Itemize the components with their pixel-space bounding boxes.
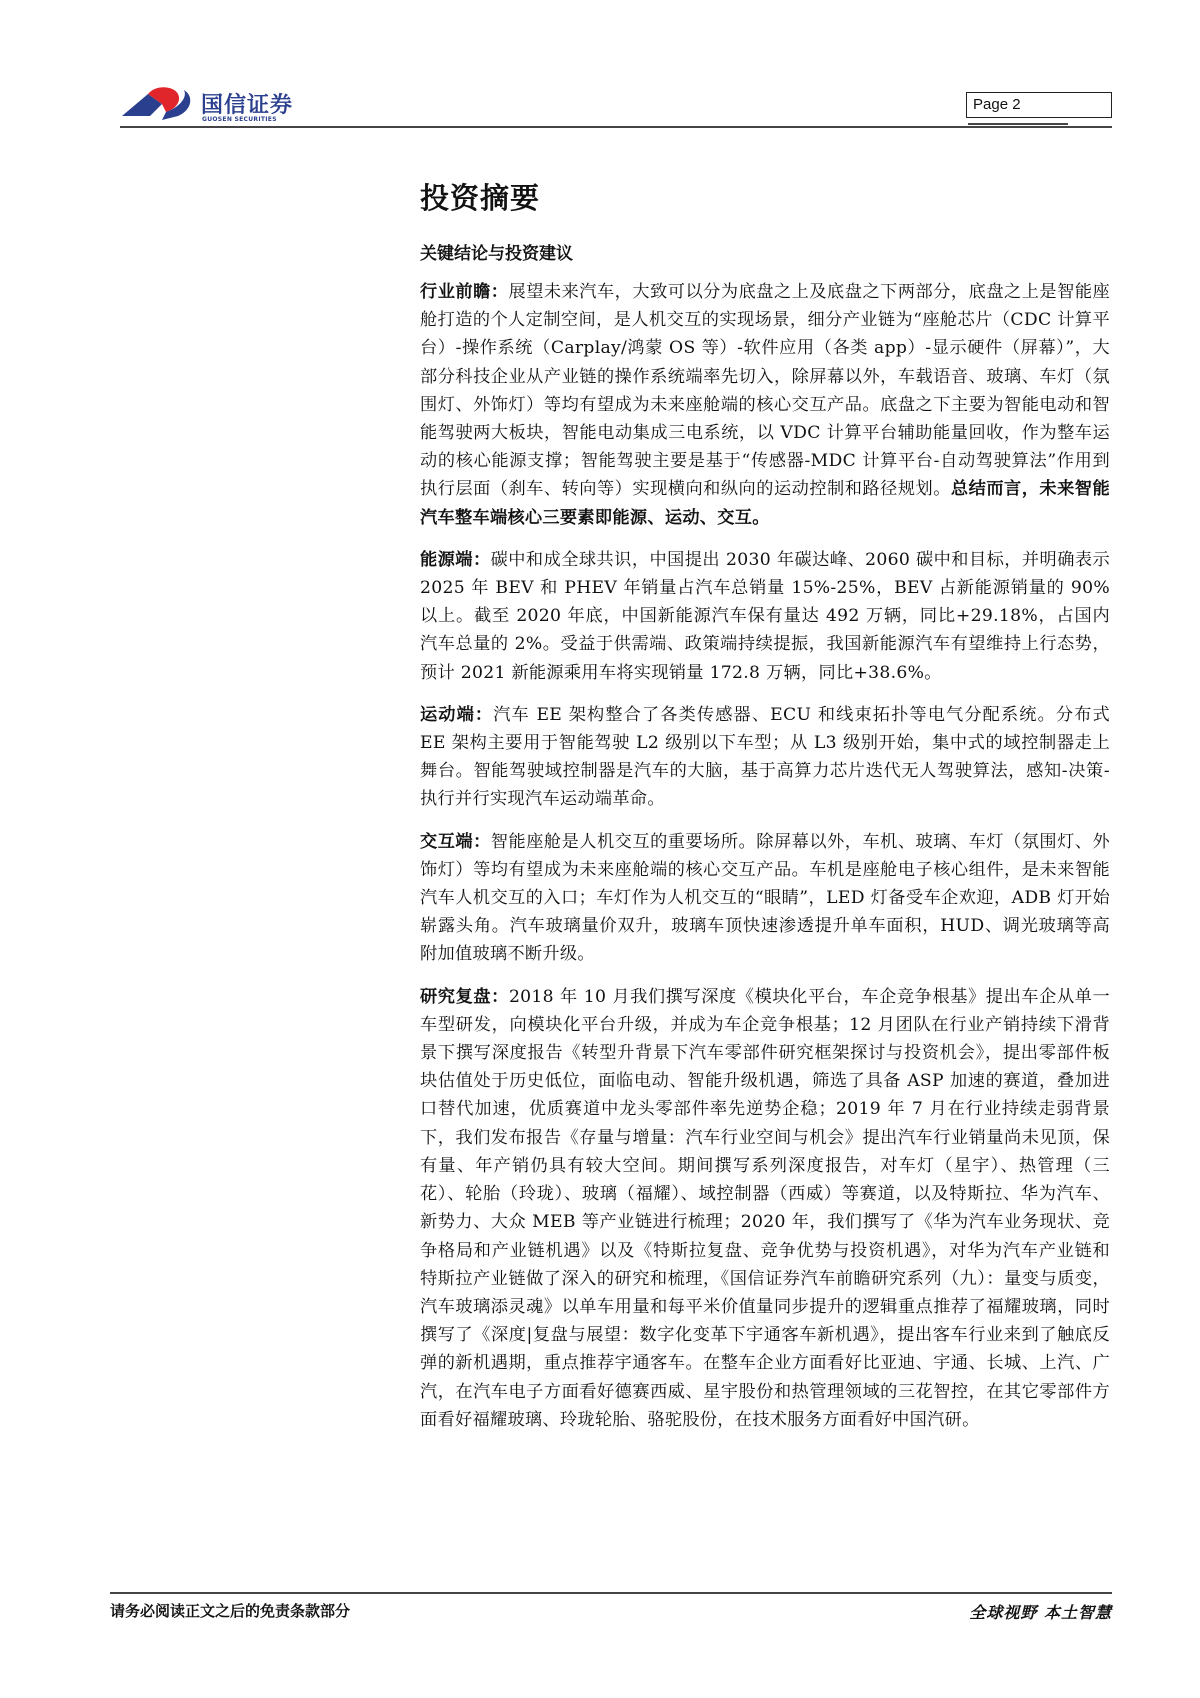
guosen-logo <box>122 86 322 126</box>
paragraph-text: 智能座舱是人机交互的重要场所。除屏幕以外，车机、玻璃、车灯（氛围灯、外饰灯）等均有望成为未来座舱端的核心交互产品。车机是座舱电子核心组件，是未来智能汽车人机交互的入口；车灯作为人机交互的“眼睛”，LED 灯备受车企欢迎，ADB 灯开始崭露头角。汽车玻璃量价双升，玻璃车顶快速渗透提升单车面积，HUD、调光玻璃等高附加值玻璃不断升级。 <box>420 831 1110 965</box>
guosen-logo-icon <box>122 86 202 126</box>
paragraph-lead: 运动端： <box>420 704 494 725</box>
footer-disclaimer: 请务必阅读正文之后的免责条款部分 <box>110 1602 351 1620</box>
paragraph-lead: 交互端： <box>420 831 491 852</box>
header-divider <box>120 126 1112 128</box>
paragraph-energy <box>420 546 1110 687</box>
footer-slogan: 全球视野 本土智慧 <box>969 1603 1112 1622</box>
logo-english-name: GUOSEN SECURITIES <box>202 116 277 123</box>
main-content <box>420 176 1110 1448</box>
page-number-box: Page 2 <box>966 92 1112 118</box>
section-subtitle: 关键结论与投资建议 <box>420 244 573 264</box>
page-title: 投资摘要 <box>420 181 541 215</box>
paragraph-industry-outlook <box>420 278 1110 532</box>
page-header <box>120 84 1112 130</box>
paragraph-motion <box>420 701 1110 814</box>
paragraph-text: 展望未来汽车，大致可以分为底盘之上及底盘之下两部分，底盘之上是智能座舱打造的个人定制空间，是人机交互的实现场景，细分产业链为“座舱芯片（CDC 计算平台）-操作系统（Carplay/鸿蒙 OS 等）-软件应用（各类 app）-显示硬件（屏幕）”，大部分科技企业从产业链的操作系统端率先切入，除屏幕以外，车载语音、玻璃、车灯（氛围灯、外饰灯）等均有望成为未来座舱端的核心交互产品。底盘之下主要为智能电动和智能驾驶两大板块，智能电动集成三电系统，以 VDC 计算平台辅助能量回收，作为整车运动的核心能源支撑；智能驾驶主要是基于“传感器-MDC 计算平台-自动驾驶算法”作用到执行层面（刹车、转向等）实现横向和纵向的运动控制和路径规划。 <box>420 282 1110 500</box>
footer-divider <box>110 1592 1112 1594</box>
paragraph-conclusion: 总结而言，未来智能汽车整车端核心三要素即能源、运动、交互。 <box>420 479 1110 528</box>
paragraph-lead: 行业前瞻： <box>420 282 509 302</box>
paragraph-text: 碳中和成全球共识，中国提出 2030 年碳达峰、2060 碳中和目标，并明确表示 2025 年 BEV 和 PHEV 年销量占汽车总销量 15%-25%，BEV 占新能源销量的 90%以上。截至 2020 年底，中国新能源汽车保有量达 492 万辆，同比+29.18%，占国内汽车总量的 2%。受益于供需端、政策端持续提振，我国新能源汽车有望维持上行态势，预计 2021 新能源乘用车将实现销量 172.8 万辆，同比+38.6%。 <box>420 549 1110 683</box>
logo-chinese-name: 国信证券 <box>201 93 294 118</box>
paragraph-text: 2018 年 10 月我们撰写深度《模块化平台，车企竞争根基》提出车企从单一车型研发，向模块化平台升级，并成为车企竞争根基；12 月团队在行业产销持续下滑背景下撰写深度报告《转型升背景下汽车零部件研究框架探讨与投资机会》，提出零部件板块估值处于历史低位，面临电动、智能升级机遇，筛选了具备 ASP 加速的赛道，叠加进口替代加速，优质赛道中龙头零部件率先逆势企稳；2019 年 7 月在行业持续走弱背景下，我们发布报告《存量与增量：汽车行业空间与机会》提出汽车行业销量尚未见顶，保有量、年产销仍具有较大空间。期间撰写系列深度报告，对车灯（星宇）、热管理（三花）、轮胎（玲珑）、玻璃（福耀）、域控制器（西威）等赛道，以及特斯拉、华为汽车、新势力、大众 MEB 等产业链进行梳理；2020 年，我们撰写了《华为汽车业务现状、竞争格局和产业链机遇》以及《特斯拉复盘、竞争优势与投资机遇》，对华为汽车产业链和特斯拉产业链做了深入的研究和梳理，《国信证券汽车前瞻研究系列（九）：量变与质变，汽车玻璃添灵魂》以单车用量和每平米价值量同步提升的逻辑重点推荐了福耀玻璃，同时撰写了《深度|复盘与展望：数字化变革下宇通客车新机遇》，提出客车行业来到了触底反弹的新机遇期，重点推荐宇通客车。在整车企业方面看好比亚迪、宇通、长城、上汽、广汽，在汽车电子方面看好德赛西威、星宇股份和热管理领域的三花智控，在其它零部件方面看好福耀玻璃、玲珑轮胎、骆驼股份，在技术服务方面看好中国汽研。 <box>420 986 1110 1430</box>
paragraph-lead: 研究复盘： <box>420 986 509 1007</box>
paragraph-lead: 能源端： <box>420 549 491 570</box>
paragraph-research-review <box>420 983 1110 1434</box>
paragraph-text: 汽车 EE 架构整合了各类传感器、ECU 和线束拓扑等电气分配系统。分布式 EE 架构主要用于智能驾驶 L2 级别以下车型；从 L3 级别开始，集中式的域控制器走上舞台。智能驾驶域控制器是汽车的大脑，基于高算力芯片迭代无人驾驶算法，感知-决策-执行并行实现汽车运动端革命。 <box>420 704 1110 810</box>
paragraph-interaction <box>420 828 1110 969</box>
header-divider-accent <box>968 123 1068 125</box>
